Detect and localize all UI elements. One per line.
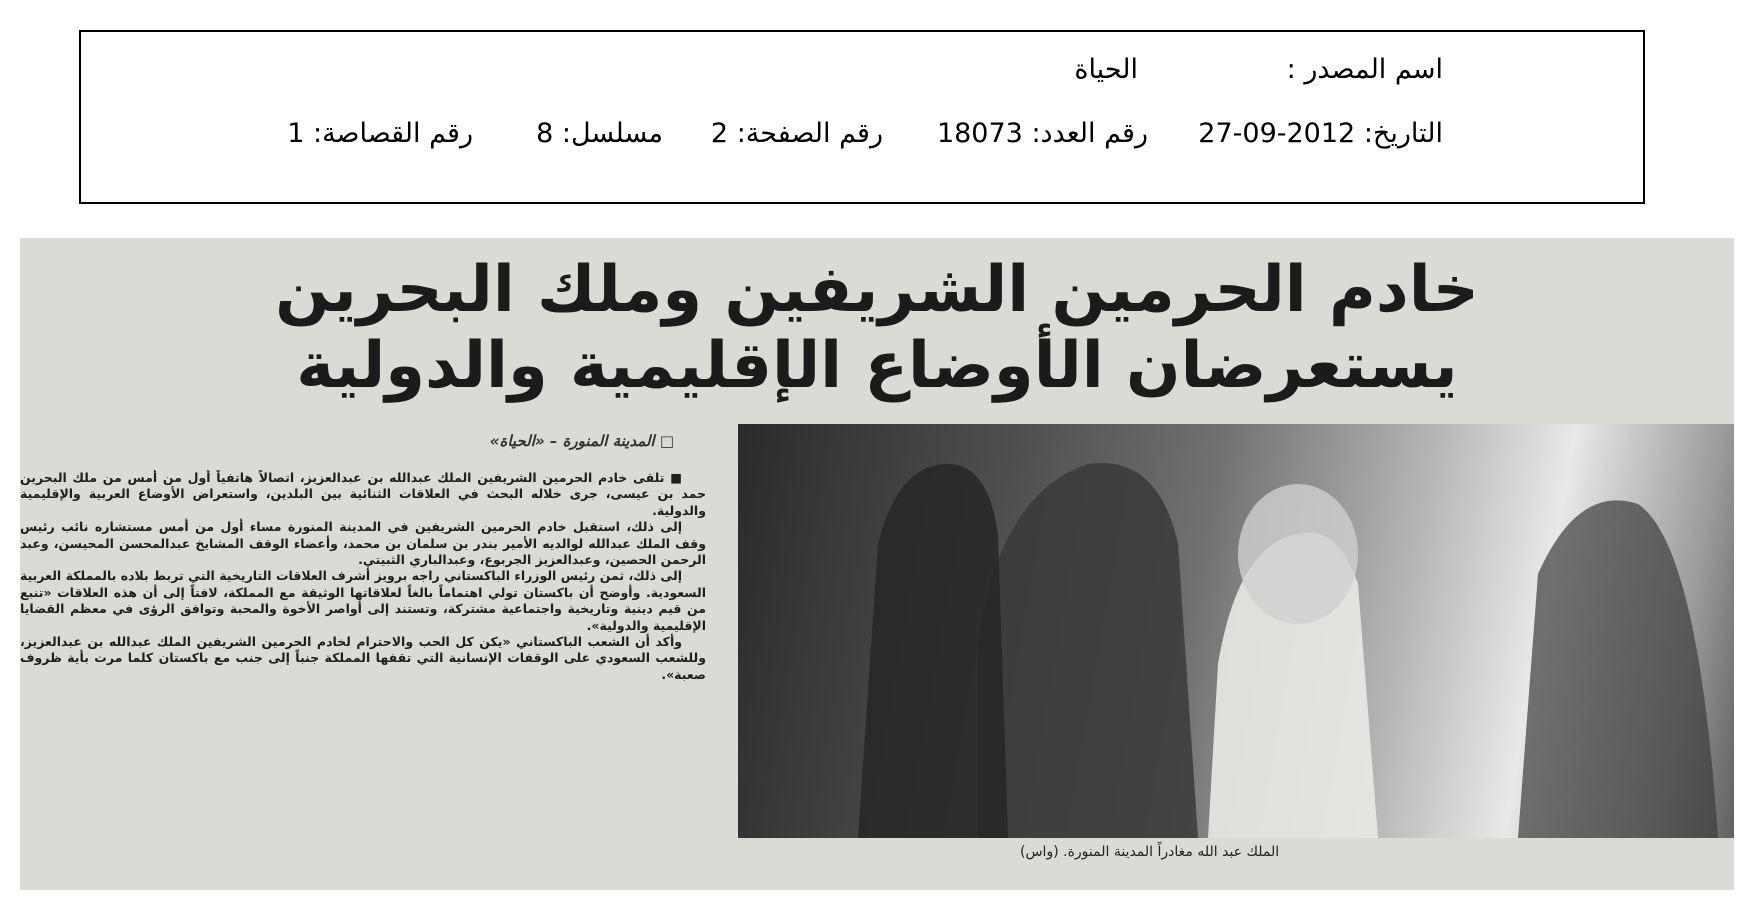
clip-field: [287, 118, 473, 149]
page-field: [711, 118, 883, 149]
serial-value: 8: [536, 118, 554, 149]
issue-label: رقم العدد:: [1031, 118, 1148, 149]
serial-label: مسلسل:: [561, 118, 663, 149]
headline-line-2: يستعرضان الأوضاع الإقليمية والدولية: [296, 329, 1458, 403]
clip-label: رقم القصاصة:: [312, 118, 473, 149]
article-body: [20, 470, 706, 890]
photo-caption: الملك عبد الله مغادراً المدينة المنورة. (واس): [1020, 844, 1280, 860]
source-value: الحياة: [1074, 54, 1138, 85]
article-paragraph: وأكد أن الشعب الباكستاني «يكن كل الحب والاحترام لخادم الحرمين الشريفين الملك عبدالله بن عبدالعزيز، وللشعب السعودي على الوقفات الإنسانية التي تقفها المملكة جنباً إلى جنب مع باكستان كلما مرت بأية ظروف صعبة».: [20, 634, 706, 682]
clip-value: 1: [287, 118, 305, 149]
source-row: [81, 54, 1643, 94]
headline-line-1: خادم الحرمين الشريفين وملك البحرين: [275, 253, 1479, 327]
dateline: □ المدينة المنورة – «الحياة»: [489, 432, 674, 450]
serial-field: [536, 118, 663, 149]
source-label: اسم المصدر :: [1286, 54, 1443, 85]
issue-field: [937, 118, 1148, 149]
date-value: 2012-09-27: [1198, 118, 1356, 149]
issue-value: 18073: [936, 118, 1023, 149]
article-paragraph: ■ تلقى خادم الحرمين الشريفين الملك عبدالله بن عبدالعزيز، اتصالاً هاتفياً أول من أمس من ملك البحرين حمد بن عيسى، جرى خلاله البحث في العلاقات الثنائية بين البلدين، واستعراض الأوضاع العربية والإقليمية والدولية.: [20, 470, 706, 518]
newspaper-clipping: [20, 238, 1734, 890]
news-photo: [738, 424, 1734, 838]
article-paragraph: إلى ذلك، ثمن رئيس الوزراء الباكستاني راجه برويز أشرف العلاقات التاريخية التي تربط بلاده بالمملكة العربية السعودية. وأوضح أن باكستان تولي اهتماماً بالغاً لعلاقاتها الوثيقة مع المملكة، لافتاً إلى أن هذه العلاقات «تنبع من قيم دينية وتاريخية واجتماعية مشتركة، وتستند إلى أواصر الأخوة والمحبة وتوافق الرؤى في معظم القضايا الإقليمية والدولية».: [20, 568, 706, 633]
photo-illustration: [738, 424, 1734, 838]
source-metadata-box: [79, 30, 1645, 204]
details-row: [81, 118, 1643, 158]
page-value: 2: [710, 118, 729, 149]
date-label: التاريخ:: [1363, 118, 1443, 149]
date-field: [1198, 118, 1443, 149]
page-label: رقم الصفحة:: [736, 118, 883, 149]
article-paragraph: إلى ذلك، استقبل خادم الحرمين الشريفين في المدينة المنورة مساء أول من أمس مستشاره نائب رئيس وقف الملك عبدالله لوالديه الأمير بندر بن سلمان بن محمد، وأعضاء الوقف المشايخ عبدالمحسن المحيسن، وعبد الرحمن الحصين، وعبدالعزيز الجربوع، وعبدالباري الثبيتي.: [20, 519, 706, 568]
